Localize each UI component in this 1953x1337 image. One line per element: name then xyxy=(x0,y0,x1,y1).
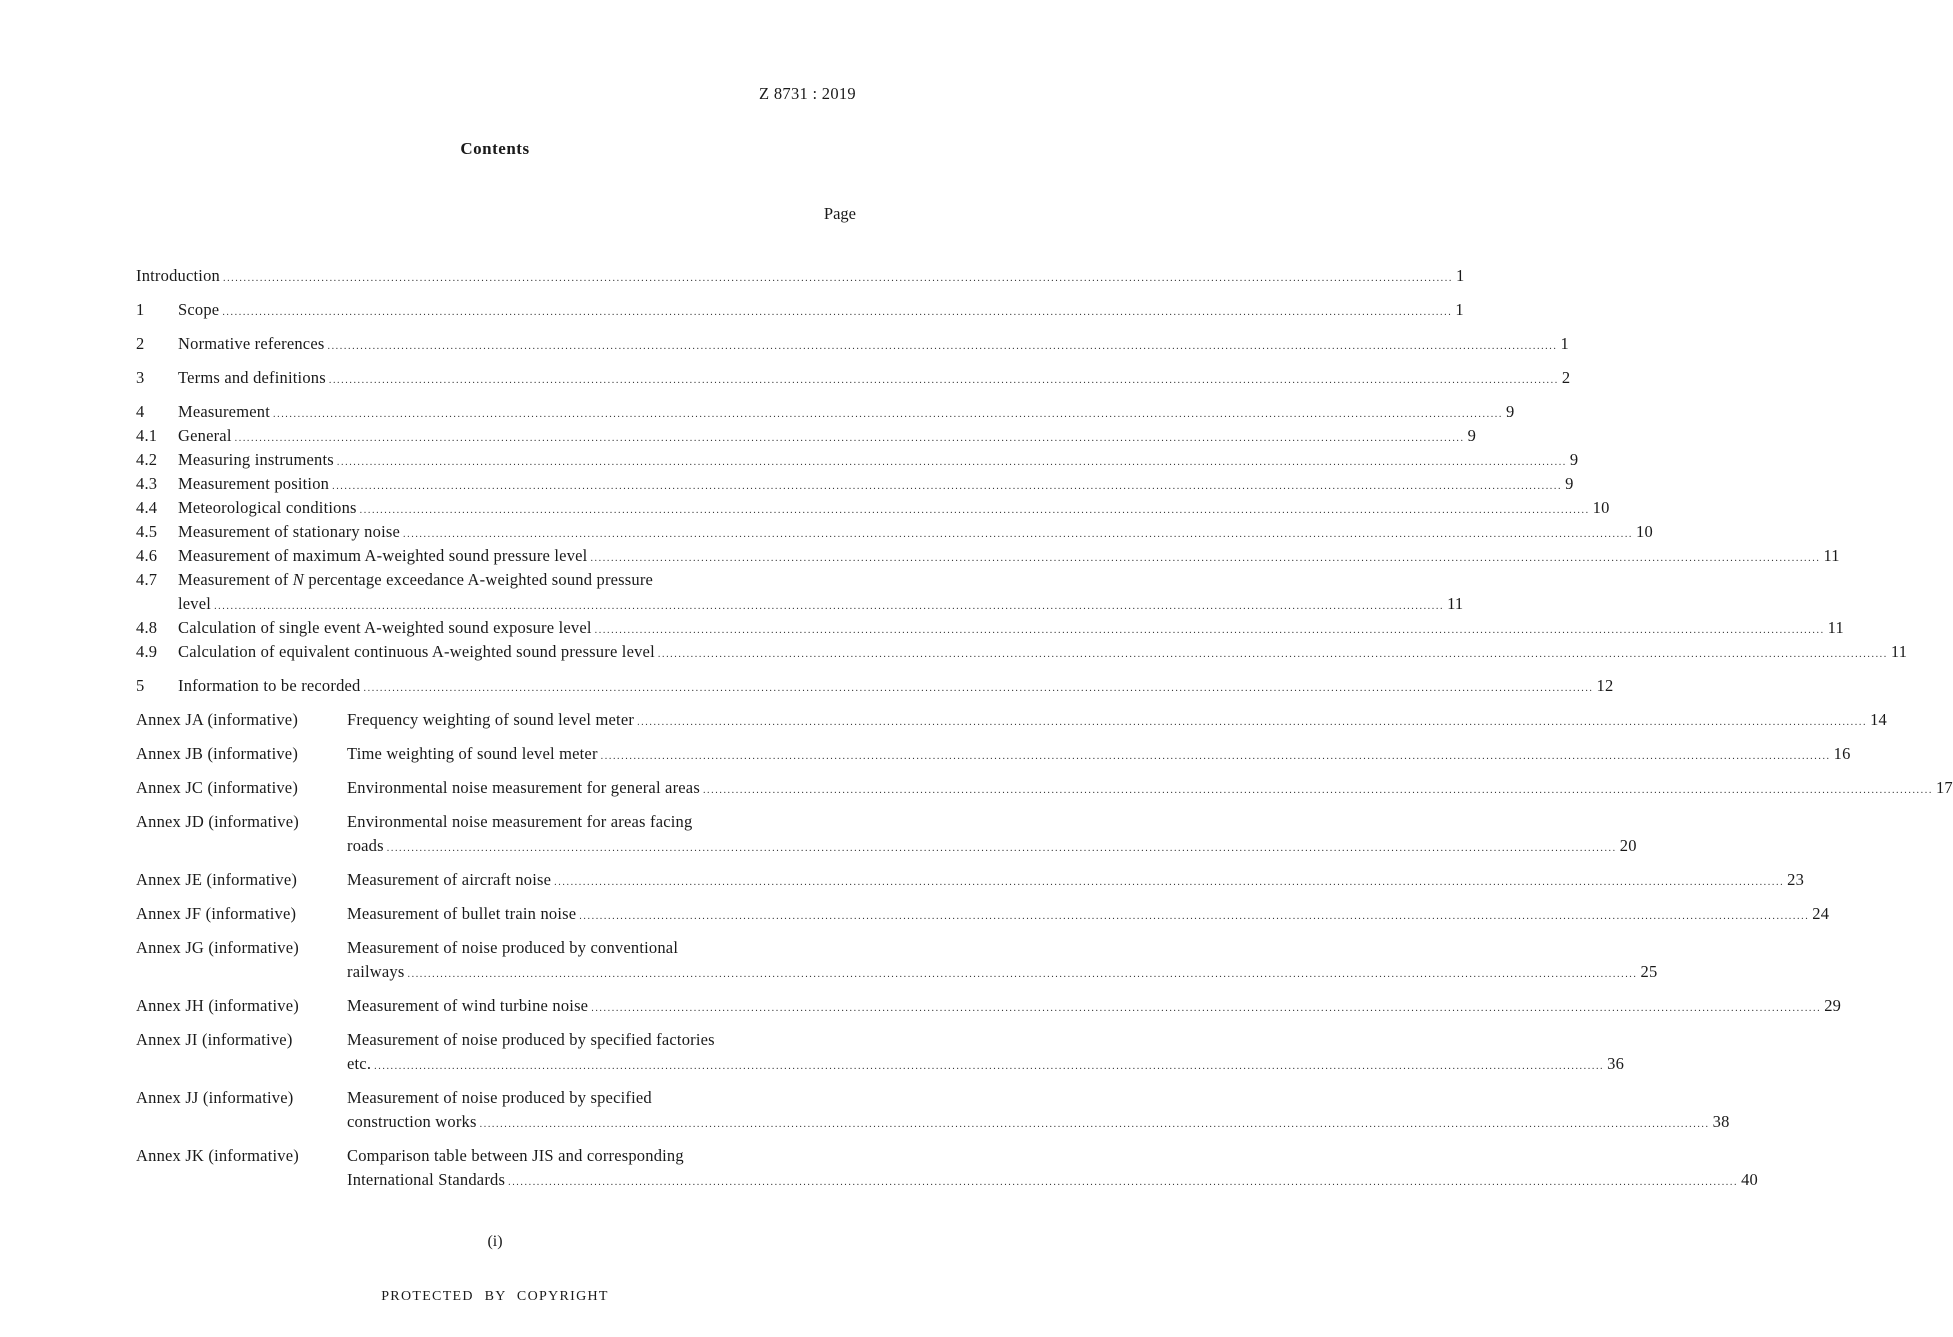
toc-page: 1 xyxy=(1455,300,1464,319)
toc-entry-4-6[interactable]: 4.6 Measurement of maximum A-weighted sound pressure level ............................................................................................................................................................................................................................................................................................................ 11 xyxy=(136,544,843,568)
toc-title-continued: construction works xyxy=(347,1112,477,1131)
copyright-notice: PROTECTED BY COPYRIGHT xyxy=(381,1289,609,1304)
page-number: (i) xyxy=(487,1233,503,1250)
toc-entry-annex-jk-cont[interactable]: International Standards ............................................................................................................................................................................................................................................................................................................ 40 xyxy=(136,1168,843,1192)
toc-title: Measurement xyxy=(178,402,270,421)
toc-entry-4-5[interactable]: 4.5 Measurement of stationary noise ............................................................................................................................................................................................................................................................................................................ 10 xyxy=(136,520,843,544)
toc-title: Measuring instruments xyxy=(178,450,334,469)
toc-page: 20 xyxy=(1619,836,1637,855)
toc-entry-4[interactable]: 4 Measurement ............................................................................................................................................................................................................................................................................................................ 9 xyxy=(136,400,843,424)
standard-code: Z 8731 : 2019 xyxy=(759,84,856,103)
toc-page: 29 xyxy=(1824,996,1842,1015)
toc-entry-4-8[interactable]: 4.8 Calculation of single event A-weighted sound exposure level ............................................................................................................................................................................................................................................................................................................ 11 xyxy=(136,616,843,640)
toc-page: 11 xyxy=(1827,618,1844,637)
toc-entry-4-7[interactable] xyxy=(136,568,653,592)
toc-page: 10 xyxy=(1592,498,1610,517)
toc-title-line1: Comparison table between JIS and corresponding xyxy=(347,1146,684,1165)
toc-page: 2 xyxy=(1561,368,1571,387)
toc-page: 16 xyxy=(1833,744,1851,763)
toc-entry-annex-ji[interactable] xyxy=(136,1028,715,1052)
toc-entry-4-1[interactable]: 4.1 General ............................................................................................................................................................................................................................................................................................................ 9 xyxy=(136,424,843,448)
toc-page: 1 xyxy=(1560,334,1569,353)
toc-number: 4.3 xyxy=(136,474,158,493)
toc-title: Time weighting of sound level meter xyxy=(347,744,598,763)
toc-page: 14 xyxy=(1870,710,1887,729)
toc-page: 25 xyxy=(1640,962,1658,981)
toc-page: 9 xyxy=(1467,426,1477,445)
toc-annex-label: Annex JE (informative) xyxy=(136,870,298,889)
toc-title-continued: International Standards xyxy=(347,1170,506,1189)
toc-title: Environmental noise measurement for general areas xyxy=(347,778,700,797)
page-column-label: Page xyxy=(823,204,856,223)
toc-entry-annex-ji-cont[interactable]: etc. ............................................................................................................................................................................................................................................................................................................ 36 xyxy=(136,1052,843,1076)
toc-number: 4.8 xyxy=(136,618,158,637)
toc-entry-annex-jj[interactable] xyxy=(136,1086,652,1110)
toc-title-line1: Measurement of noise produced by specified factories xyxy=(347,1030,715,1049)
toc-number: 4.4 xyxy=(136,498,158,517)
toc-title: Information to be recorded xyxy=(178,676,361,695)
toc-entry-4-7-cont[interactable]: level ............................................................................................................................................................................................................................................................................................................ 11 xyxy=(136,592,843,616)
toc-entry-annex-jj-cont[interactable]: construction works ............................................................................................................................................................................................................................................................................................................ 38 xyxy=(136,1110,843,1134)
toc-entry-4-9[interactable]: 4.9 Calculation of equivalent continuous A-weighted sound pressure level ............................................................................................................................................................................................................................................................................................................ 11 xyxy=(136,640,843,664)
toc-entry-5[interactable]: 5 Information to be recorded ............................................................................................................................................................................................................................................................................................................ 12 xyxy=(136,674,843,698)
toc-entry-annex-jc[interactable]: Annex JC (informative) Environmental noise measurement for general areas ............................................................................................................................................................................................................................................................................................................ 17 xyxy=(136,776,843,800)
toc-annex-label: Annex JG (informative) xyxy=(136,938,299,957)
toc-entry-annex-jf[interactable]: Annex JF (informative) Measurement of bullet train noise ............................................................................................................................................................................................................................................................................................................ 24 xyxy=(136,902,843,926)
toc-number: 4.1 xyxy=(136,426,158,445)
toc-annex-label: Annex JI (informative) xyxy=(136,1030,293,1049)
toc-title-continued: roads xyxy=(347,836,384,855)
toc-number: 4.5 xyxy=(136,522,158,541)
toc-number: 4.9 xyxy=(136,642,158,661)
toc-title: Measurement of maximum A-weighted sound pressure level xyxy=(178,546,588,565)
toc-number: 1 xyxy=(136,300,145,319)
toc-page: 40 xyxy=(1741,1170,1759,1189)
toc-entry-introduction[interactable]: Introduction ............................................................................................................................................................................................................................................................................................................ 1 xyxy=(136,264,843,288)
toc-title-line1: Measurement of noise produced by specified xyxy=(347,1088,652,1107)
toc-title-continued: level xyxy=(178,594,212,613)
toc-number: 3 xyxy=(136,368,145,387)
toc-annex-label: Annex JH (informative) xyxy=(136,996,299,1015)
toc-title: Introduction xyxy=(136,266,220,285)
toc-title-continued: etc. xyxy=(347,1054,372,1073)
toc-annex-label: Annex JD (informative) xyxy=(136,812,299,831)
toc-annex-label: Annex JC (informative) xyxy=(136,778,299,797)
toc-page: 23 xyxy=(1787,870,1805,889)
page-title: Contents xyxy=(460,139,530,158)
toc-entry-annex-jb[interactable]: Annex JB (informative) Time weighting of sound level meter ............................................................................................................................................................................................................................................................................................................ 16 xyxy=(136,742,843,766)
toc-entry-annex-jd[interactable] xyxy=(136,810,692,834)
toc-entry-annex-jg[interactable] xyxy=(136,936,678,960)
toc-page: 9 xyxy=(1565,474,1574,493)
toc-title-line1: Measurement of N percentage exceedance A-weighted sound pressure xyxy=(178,570,654,589)
toc-number: 4.2 xyxy=(136,450,158,469)
toc-page: 17 xyxy=(1935,778,1953,797)
toc-annex-label: Annex JA (informative) xyxy=(136,710,299,729)
toc-annex-label: Annex JJ (informative) xyxy=(136,1088,294,1107)
toc-entry-annex-ja[interactable]: Annex JA (informative) Frequency weighting of sound level meter ............................................................................................................................................................................................................................................................................................................ 14 xyxy=(136,708,843,732)
toc-page: 11 xyxy=(1447,594,1464,613)
toc-title: Calculation of equivalent continuous A-weighted sound pressure level xyxy=(178,642,655,661)
toc-title-continued: railways xyxy=(347,962,405,981)
toc-number: 5 xyxy=(136,676,145,695)
toc-number: 2 xyxy=(136,334,145,353)
toc-number: 4.6 xyxy=(136,546,158,565)
toc-annex-label: Annex JK (informative) xyxy=(136,1146,299,1165)
toc-annex-label: Annex JB (informative) xyxy=(136,744,299,763)
toc-title: Measurement of aircraft noise xyxy=(347,870,552,889)
toc-number: 4 xyxy=(136,402,145,421)
toc-title: Measurement of stationary noise xyxy=(178,522,401,541)
toc-title: Calculation of single event A-weighted sound exposure level xyxy=(178,618,592,637)
toc-page: 1 xyxy=(1455,266,1465,285)
toc-title: General xyxy=(178,426,232,445)
toc-title: Meteorological conditions xyxy=(178,498,357,517)
toc-title: Measurement position xyxy=(178,474,330,493)
toc-page: 10 xyxy=(1636,522,1653,541)
toc-page: 9 xyxy=(1506,402,1515,421)
toc-entry-annex-jh[interactable]: Annex JH (informative) Measurement of wind turbine noise ............................................................................................................................................................................................................................................................................................................ 29 xyxy=(136,994,843,1018)
toc-title: Terms and definitions xyxy=(178,368,326,387)
toc-title: Normative references xyxy=(178,334,325,353)
toc-page: 38 xyxy=(1712,1112,1730,1131)
toc-entry-annex-je[interactable]: Annex JE (informative) Measurement of aircraft noise ............................................................................................................................................................................................................................................................................................................ 23 xyxy=(136,868,843,892)
toc-entry-4-4[interactable]: 4.4 Meteorological conditions ............................................................................................................................................................................................................................................................................................................ 10 xyxy=(136,496,843,520)
toc-entry-annex-jd-cont[interactable]: roads ............................................................................................................................................................................................................................................................................................................ 20 xyxy=(136,834,843,858)
toc-title-line1: Measurement of noise produced by conventional xyxy=(347,938,679,957)
toc-title: Scope xyxy=(178,300,220,319)
toc-page: 11 xyxy=(1890,642,1908,661)
toc-entry-4-2[interactable]: 4.2 Measuring instruments ............................................................................................................................................................................................................................................................................................................ 9 xyxy=(136,448,843,472)
toc-page: 12 xyxy=(1596,676,1614,695)
toc-page: 11 xyxy=(1823,546,1840,565)
toc-entry-3[interactable]: 3 Terms and definitions ............................................................................................................................................................................................................................................................................................................ 2 xyxy=(136,366,843,390)
toc-title-line1: Environmental noise measurement for areas facing xyxy=(347,812,693,831)
toc-entry-annex-jg-cont[interactable]: railways ............................................................................................................................................................................................................................................................................................................ 25 xyxy=(136,960,843,984)
toc-entry-4-3[interactable]: 4.3 Measurement position ............................................................................................................................................................................................................................................................................................................ 9 xyxy=(136,472,843,496)
toc-entry-2[interactable]: 2 Normative references ............................................................................................................................................................................................................................................................................................................ 1 xyxy=(136,332,843,356)
toc-title: Measurement of wind turbine noise xyxy=(347,996,589,1015)
toc-title: Frequency weighting of sound level meter xyxy=(347,710,635,729)
toc-entry-annex-jk[interactable] xyxy=(136,1144,684,1168)
toc-number: 4.7 xyxy=(136,570,158,589)
toc-page: 24 xyxy=(1812,904,1830,923)
toc-page: 9 xyxy=(1569,450,1579,469)
toc-page: 36 xyxy=(1607,1054,1625,1073)
toc-entry-1[interactable]: 1 Scope ............................................................................................................................................................................................................................................................................................................ 1 xyxy=(136,298,843,322)
toc-annex-label: Annex JF (informative) xyxy=(136,904,297,923)
toc-title: Measurement of bullet train noise xyxy=(347,904,577,923)
